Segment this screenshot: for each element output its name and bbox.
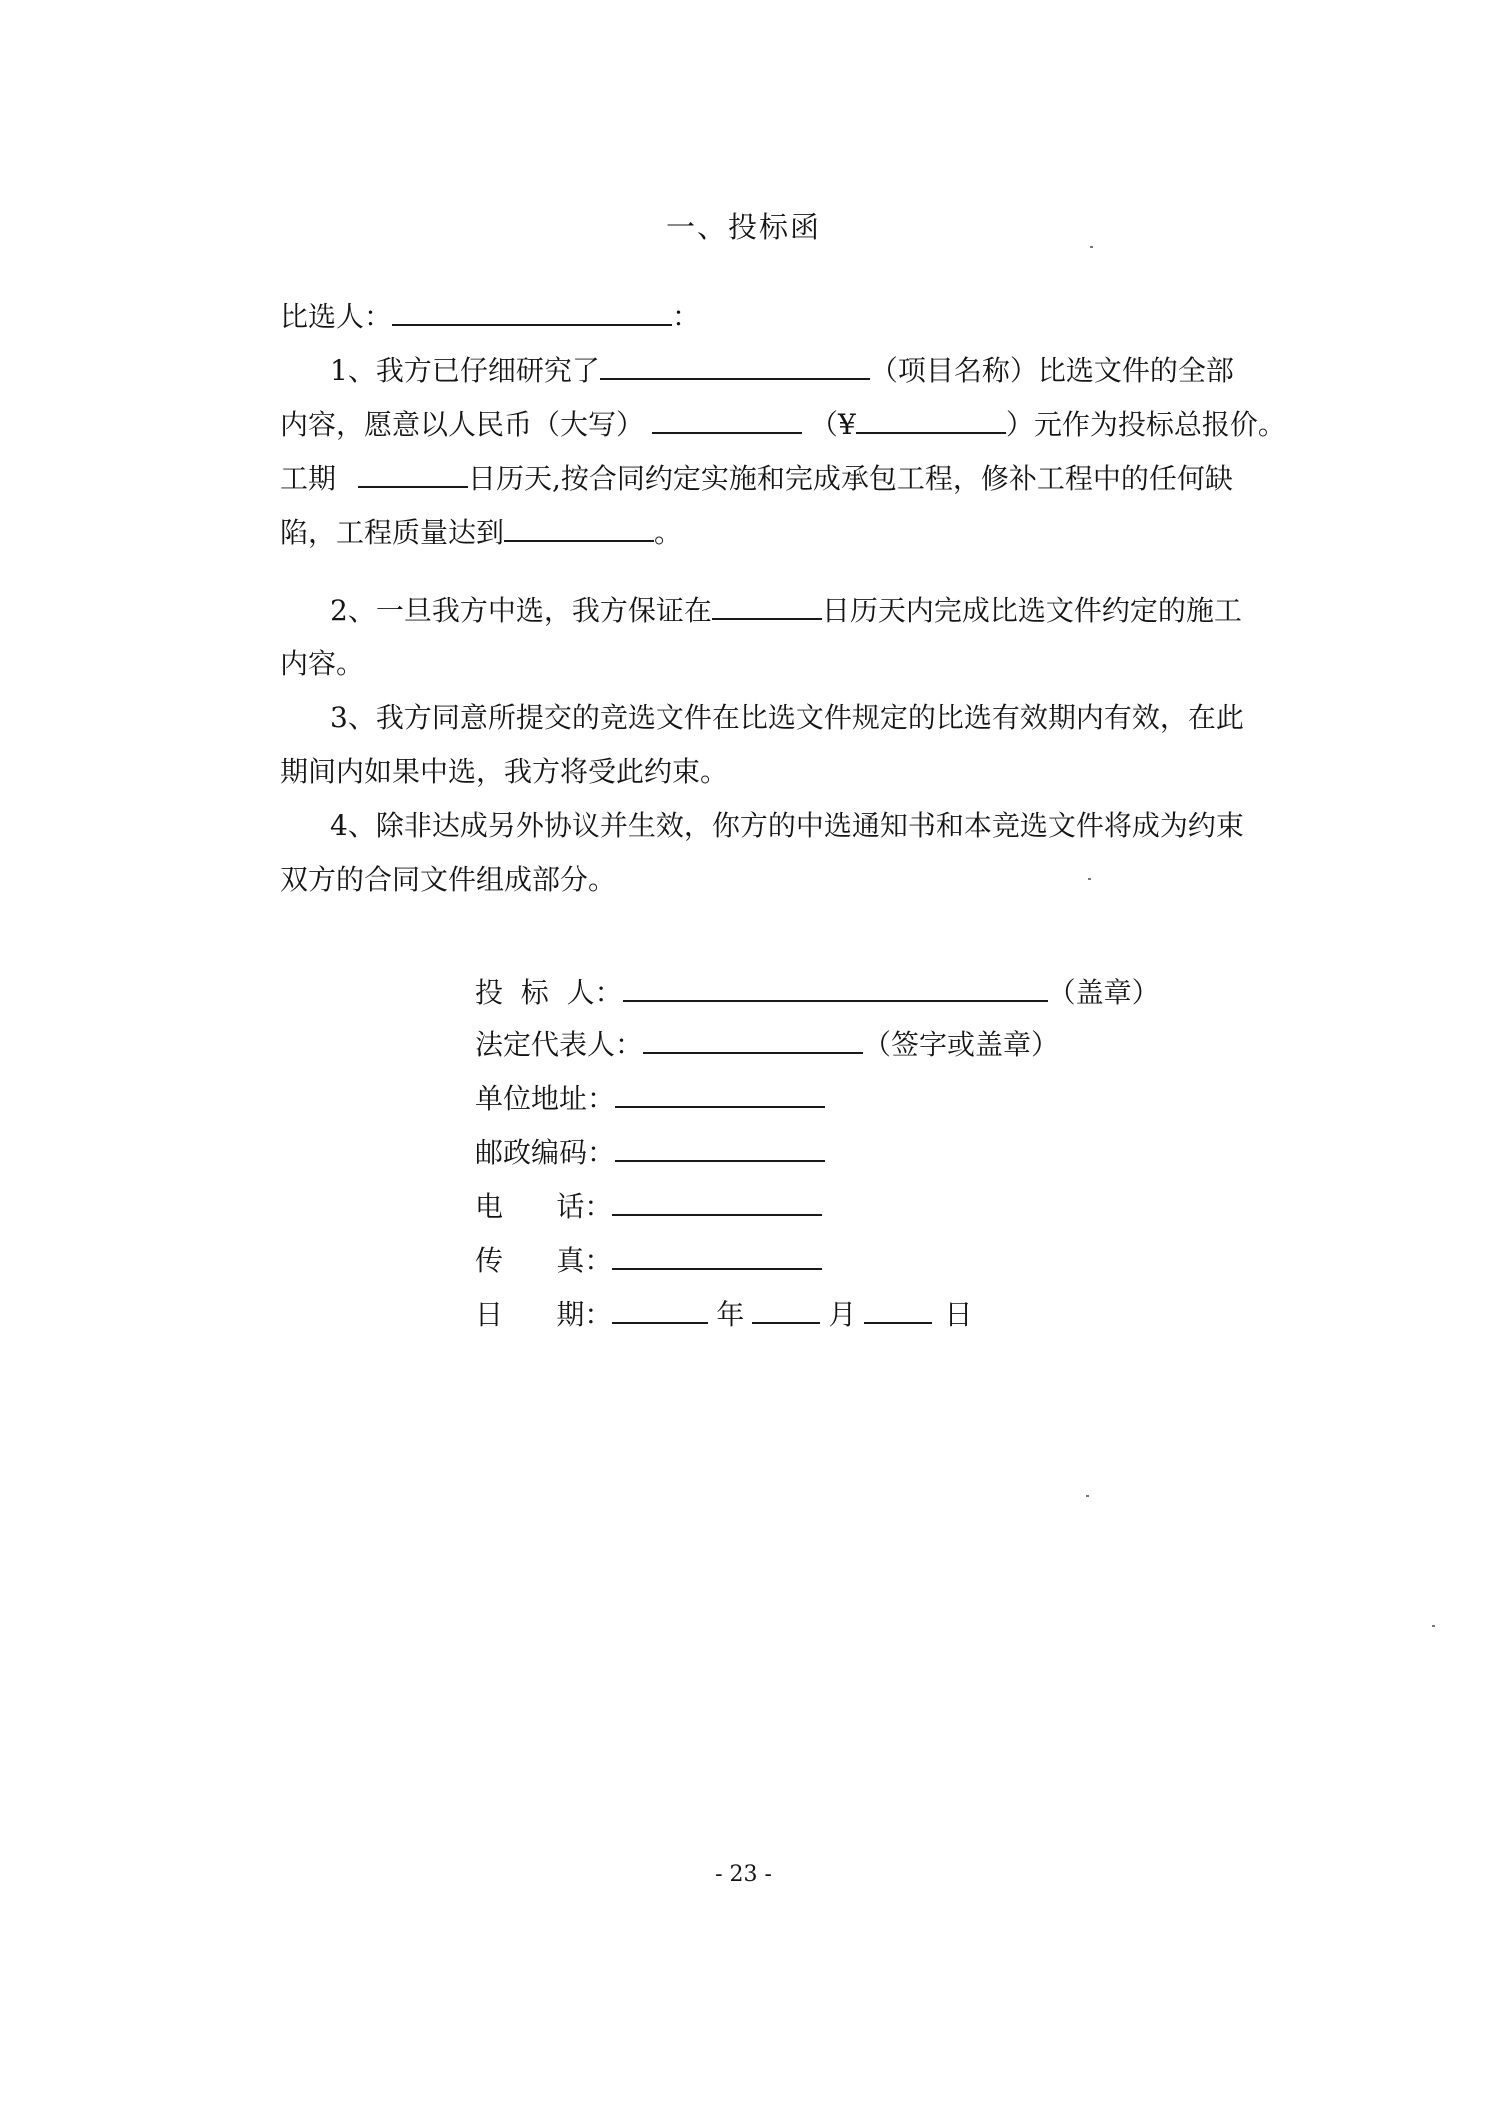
postcode-label: 邮政编码：: [475, 1136, 616, 1169]
phone-blank[interactable]: [612, 1186, 822, 1216]
salutation-tail: ：: [672, 300, 701, 333]
address-blank[interactable]: [615, 1078, 825, 1108]
postcode-row: [475, 1132, 825, 1173]
fax-row: [475, 1240, 822, 1281]
scan-speck: [1086, 1495, 1089, 1497]
salutation-label: 比选人：: [280, 300, 393, 333]
clause2-line1: [330, 590, 1242, 631]
clause1-line4: [280, 512, 682, 553]
postcode-blank[interactable]: [615, 1132, 825, 1162]
scan-speck: [1090, 246, 1093, 248]
clause1-text: （项目名称）比选文件的全部: [869, 354, 1234, 387]
fax-label: 传 真：: [475, 1244, 613, 1277]
month-blank[interactable]: [752, 1294, 820, 1324]
clause1-text: 工期: [280, 462, 337, 495]
bidder-label: 投 标 人：: [475, 976, 623, 1009]
phone-row: [475, 1186, 822, 1227]
clause4-text: 4、除非达成另外协议并生效，你方的中选通知书和本竞选文件将成为约束: [330, 809, 1244, 842]
year-blank[interactable]: [612, 1294, 708, 1324]
date-row: [475, 1294, 972, 1335]
legal-rep-label: 法定代表人：: [475, 1028, 644, 1061]
completion-days-blank[interactable]: [712, 590, 822, 620]
legal-rep-row: [475, 1024, 1059, 1065]
page-number: - 23 -: [715, 1862, 772, 1887]
clause4-line2: [280, 860, 616, 900]
date-label: 日 期：: [475, 1298, 613, 1331]
clause1-text: （¥: [810, 408, 856, 441]
scan-speck: [1432, 1625, 1435, 1627]
clause1-text: 内容，愿意以人民币（大写）: [280, 408, 645, 441]
bidder-blank[interactable]: [623, 972, 1048, 1002]
clause1-line1: [330, 350, 1234, 391]
legal-rep-blank[interactable]: [643, 1024, 863, 1054]
quality-blank[interactable]: [504, 512, 654, 542]
year-label: 年: [716, 1298, 745, 1331]
day-label: 日: [944, 1298, 973, 1331]
clause1-text: 。: [654, 516, 683, 549]
clause1-text: 日历天,按合同约定实施和完成承包工程，修补工程中的任何缺: [468, 462, 1233, 495]
clause4-text: 双方的合同文件组成部分。: [280, 863, 617, 896]
clause1-line2: [280, 404, 1286, 445]
bidder-row: [475, 972, 1160, 1013]
legal-rep-note: （签字或盖章）: [863, 1028, 1060, 1061]
day-blank[interactable]: [864, 1294, 932, 1324]
clause1-line3: [280, 458, 1233, 499]
address-row: [475, 1078, 825, 1119]
clause1-text: ）元作为投标总报价。: [1005, 408, 1286, 441]
scan-speck: [1088, 878, 1091, 880]
page-title: 一、投标函: [665, 210, 821, 244]
phone-label: 电 话：: [475, 1190, 613, 1223]
clause3-line2: [280, 752, 728, 792]
fax-blank[interactable]: [612, 1240, 822, 1270]
clause3-text: 期间内如果中选，我方将受此约束。: [280, 755, 729, 788]
clause1-text: 1、我方已仔细研究了: [330, 354, 600, 387]
clause2-text: 2、一旦我方中选，我方保证在: [330, 594, 712, 627]
clause2-text: 内容。: [280, 647, 365, 680]
clause2-line2: [280, 644, 364, 684]
clause1-text: 陷，工程质量达到: [280, 516, 505, 549]
clause3-text: 3、我方同意所提交的竞选文件在比选文件规定的比选有效期内有效，在此: [330, 701, 1244, 734]
bidder-note: （盖章）: [1047, 976, 1160, 1009]
salutation-line: [280, 296, 700, 337]
clause2-text: 日历天内完成比选文件约定的施工: [821, 594, 1242, 627]
price-figure-blank[interactable]: [856, 404, 1006, 434]
clause4-line1: [330, 806, 1244, 846]
duration-blank[interactable]: [358, 458, 468, 488]
project-name-blank[interactable]: [600, 350, 870, 380]
price-words-blank[interactable]: [652, 404, 802, 434]
recipient-blank[interactable]: [392, 296, 672, 326]
clause3-line1: [330, 698, 1244, 738]
month-label: 月: [828, 1298, 857, 1331]
address-label: 单位地址：: [475, 1082, 616, 1115]
